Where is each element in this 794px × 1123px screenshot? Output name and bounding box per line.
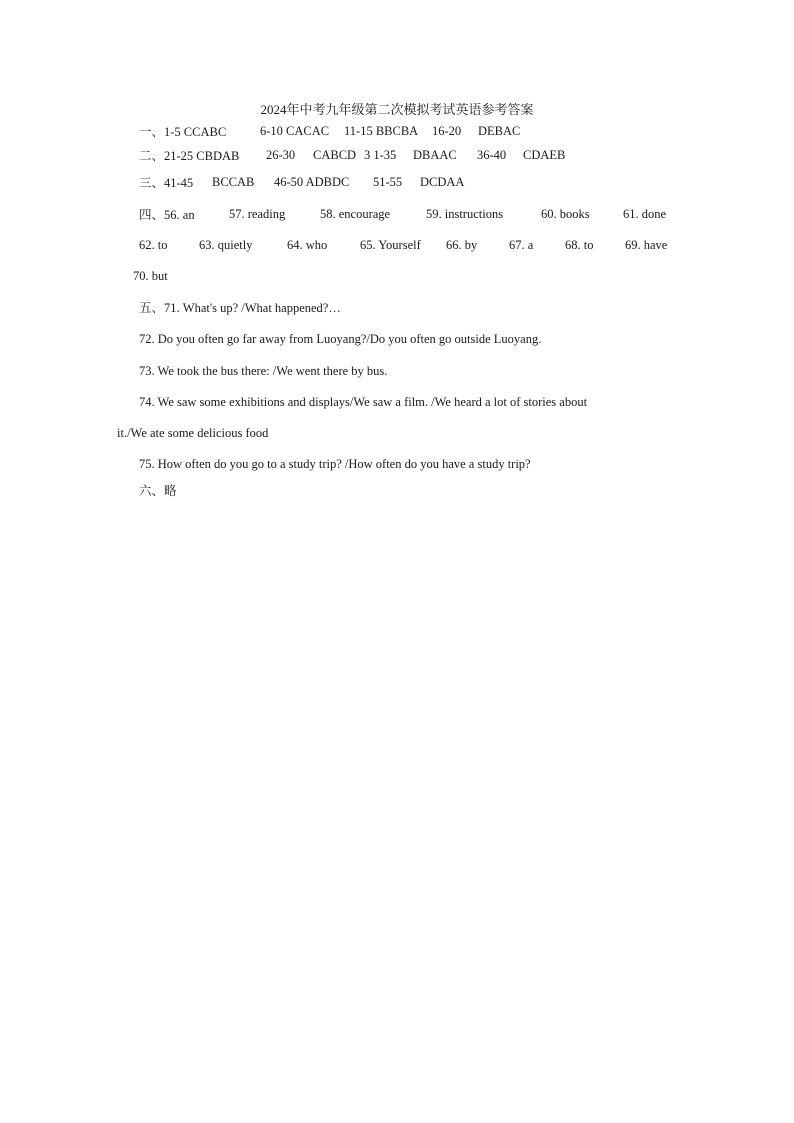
section-2 xyxy=(139,148,239,164)
answer-73: 73. We took the bus there: /We went there by bus. xyxy=(139,364,388,378)
answer-group: 36-40 xyxy=(477,148,507,162)
answer-group: 16-20 xyxy=(432,124,462,138)
answer-group: 1-5 CCABC xyxy=(164,125,227,139)
section-4 xyxy=(139,207,195,223)
answer-group: 46-50 ADBDC xyxy=(274,175,350,189)
answer-74: 74. We saw some exhibitions and displays/We saw a film. /We heard a lot of stories about xyxy=(139,395,588,409)
answer-group: 6-10 CACAC xyxy=(260,124,330,138)
answer-item: 65. Yourself xyxy=(360,238,421,252)
answer-item: 68. to xyxy=(565,238,594,252)
answer-group: CABCD xyxy=(313,148,357,162)
answer-group: 51-55 xyxy=(373,175,403,189)
answer-item: 61. done xyxy=(623,207,667,221)
answer-group: DEBAC xyxy=(478,124,521,138)
section-5 xyxy=(139,300,341,316)
answer-group: 11-15 BBCBA xyxy=(344,124,419,138)
answer-74-continued: it./We ate some delicious food xyxy=(117,426,269,440)
section-6 xyxy=(139,483,177,499)
answer-group: DCDAA xyxy=(420,175,465,189)
section-4-label: 四、 xyxy=(139,208,165,222)
section-6-text: 略 xyxy=(164,484,177,498)
answer-item: 60. books xyxy=(541,207,590,221)
answer-71: 71. What's up? /What happened?… xyxy=(164,301,341,315)
answer-item: 63. quietly xyxy=(199,238,253,252)
answer-item: 67. a xyxy=(509,238,534,252)
answer-72: 72. Do you often go far away from Luoyang?/Do you often go outside Luoyang. xyxy=(139,332,542,346)
section-1-label: 一、 xyxy=(139,125,165,139)
answer-item: 59. instructions xyxy=(426,207,504,221)
answer-75: 75. How often do you go to a study trip? /How often do you have a study trip? xyxy=(139,457,531,471)
answer-group: 3 1-35 xyxy=(364,148,397,162)
section-3 xyxy=(139,175,193,191)
answer-item: 57. reading xyxy=(229,207,286,221)
answer-group: CDAEB xyxy=(523,148,566,162)
section-1 xyxy=(139,124,226,140)
answer-group: 41-45 xyxy=(164,176,194,190)
answer-item: 58. encourage xyxy=(320,207,391,221)
section-5-label: 五、 xyxy=(139,301,165,315)
section-6-label: 六、 xyxy=(139,484,165,498)
answer-item: 66. by xyxy=(446,238,478,252)
answer-group: 21-25 CBDAB xyxy=(164,149,240,163)
answer-item: 62. to xyxy=(139,238,168,252)
answer-item: 69. have xyxy=(625,238,668,252)
answer-item: 70. but xyxy=(133,269,168,283)
answer-item: 56. an xyxy=(164,208,195,222)
answer-item: 64. who xyxy=(287,238,328,252)
answer-group: BCCAB xyxy=(212,175,255,189)
answer-group: DBAAC xyxy=(413,148,457,162)
section-2-label: 二、 xyxy=(139,149,165,163)
answer-group: 26-30 xyxy=(266,148,296,162)
section-3-label: 三、 xyxy=(139,176,165,190)
page-title: 2024年中考九年级第二次模拟考试英语参考答案 xyxy=(260,102,534,117)
